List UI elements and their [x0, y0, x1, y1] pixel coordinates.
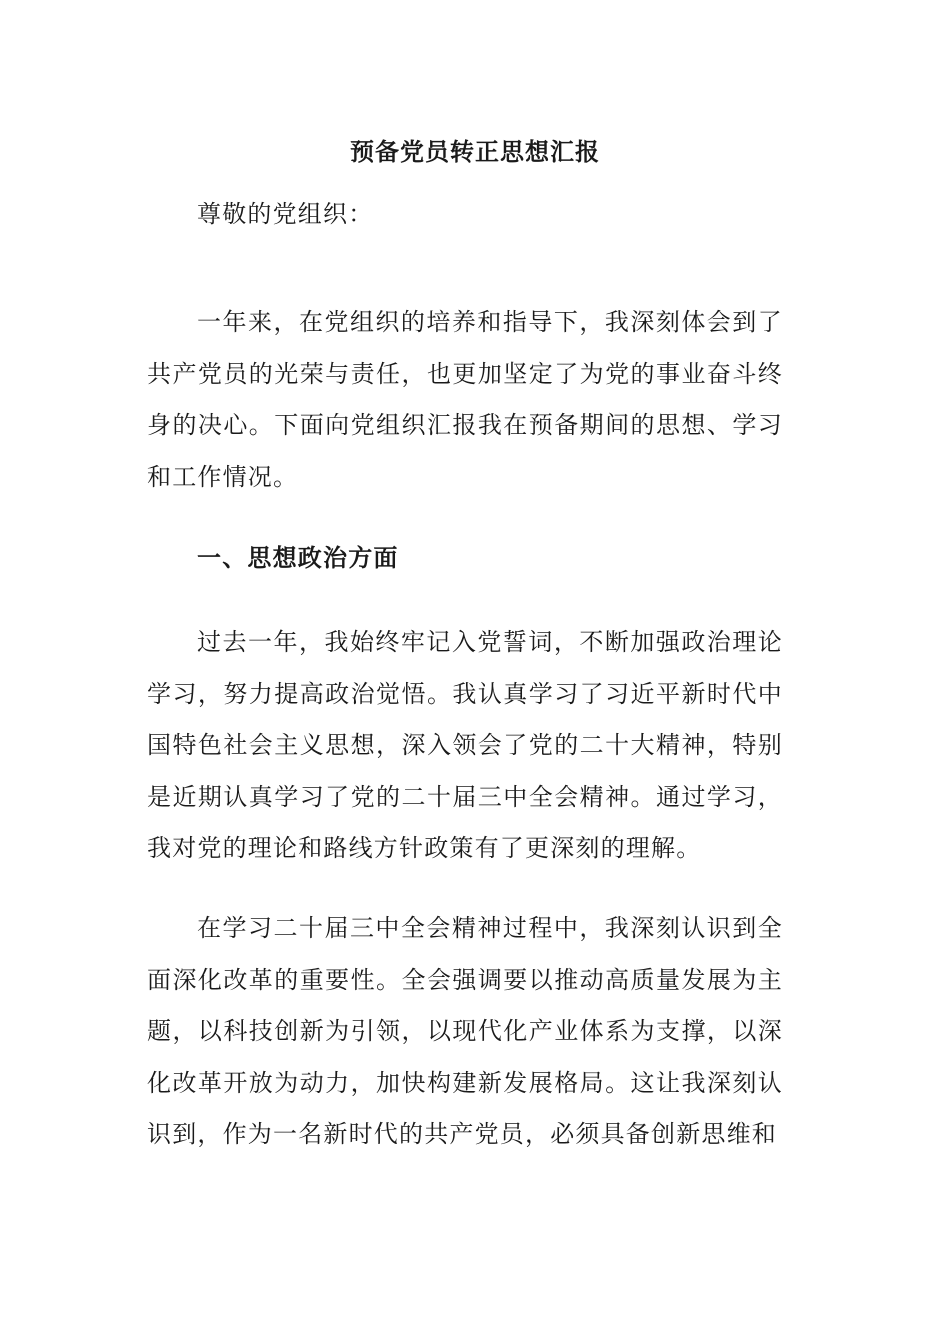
salutation: 尊敬的党组织：	[197, 200, 374, 228]
section-heading: 一、思想政治方面	[197, 543, 399, 572]
section-paragraph-1: 过去一年，我始终牢记入党誓词，不断加强政治理论学习，努力提高政治觉悟。我认真学习了习近平新时代中国特色社会主义思想，深入领会了党的二十大精神，特别是近期认真学习了党的二十届三中全会精神。通过学习，我对党的理论和路线方针政策有了更深刻的理解。	[147, 628, 783, 862]
section-paragraph-2: 在学习二十届三中全会精神过程中，我深刻认识到全面深化改革的重要性。全会强调要以推动高质量发展为主题，以科技创新为引领，以现代化产业体系为支撑，以深化改革开放为动力，加快构建新发展格局。这让我深刻认识到，作为一名新时代的共产党员，必须具备创新思维和	[147, 914, 783, 1148]
document-title: 预备党员转正思想汇报	[350, 137, 600, 166]
intro-paragraph: 一年来，在党组织的培养和指导下，我深刻体会到了共产党员的光荣与责任，也更加坚定了为党的事业奋斗终身的决心。下面向党组织汇报我在预备期间的思想、学习和工作情况。	[147, 308, 783, 491]
